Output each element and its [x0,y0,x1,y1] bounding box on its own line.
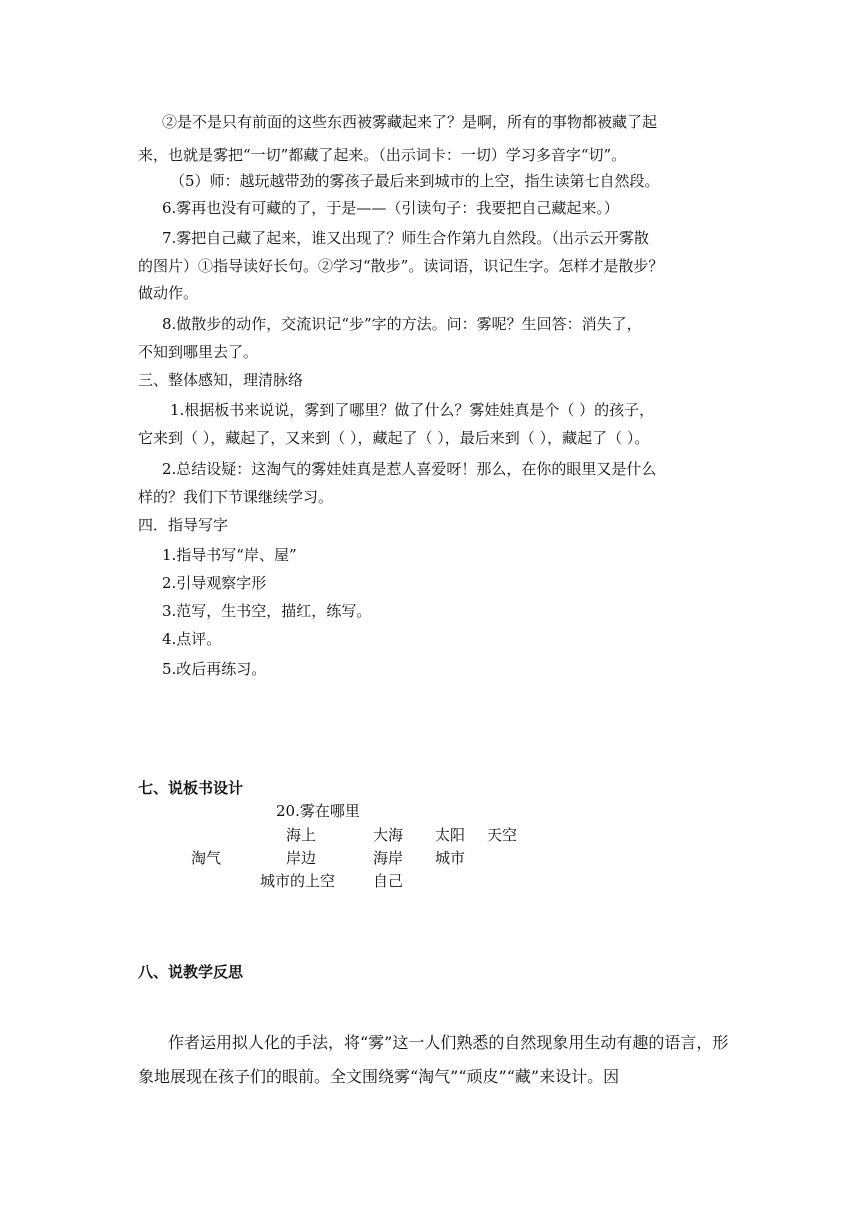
section-8-heading: 八、说教学反思 [138,963,244,981]
board-item: 自己 [373,872,404,890]
lesson-line: 2.引导观察字形 [162,574,267,592]
board-title: 20.雾在哪里 [276,802,360,820]
lesson-line: 2.总结设疑：这淘气的雾娃娃真是惹人喜爱呀！那么，在你的眼里又是什么 [162,460,657,478]
board-item: 天空 [487,826,518,844]
board-item: 淘气 [191,849,222,867]
board-item: 城市 [435,849,466,867]
board-item: 城市的上空 [260,872,336,890]
lesson-line: （5）师：越玩越带劲的雾孩子最后来到城市的上空，指生读第七自然段。 [170,172,660,190]
lesson-line: 3.范写，生书空，描红，练写。 [162,602,372,620]
board-item: 海岸 [373,849,404,867]
lesson-line: 不知到哪里去了。 [138,343,259,361]
lesson-line: 1.根据板书来说说，雾到了哪里？做了什么？雾娃娃真是个（ ）的孩子， [170,401,655,419]
lesson-line: ②是不是只有前面的这些东西被雾藏起来了？是啊，所有的事物都被藏了起 [162,113,658,131]
lesson-line: 7.雾把自己藏了起来，谁又出现了？师生合作第九自然段。（出示云开雾散 [162,229,649,247]
board-item: 大海 [373,826,404,844]
section-heading: 四．指导写字 [138,516,229,534]
lesson-line: 来，也就是雾把“一切”都藏了起来。（出示词卡：一切）学习多音字“切”。 [138,146,627,164]
board-item: 海上 [286,826,317,844]
lesson-line: 做动作。 [138,284,199,302]
board-item: 太阳 [435,826,466,844]
section-heading: 三、整体感知，理清脉络 [138,371,304,389]
lesson-line: 样的？我们下节课继续学习。 [138,488,334,506]
board-item: 岸边 [286,849,317,867]
lesson-line: 它来到（ ），藏起了，又来到（ ），藏起了（ ），最后来到（ ），藏起了（ ）。 [138,429,650,447]
lesson-line: 的图片）①指导读好长句。②学习“散步”。读词语，识记生字。怎样才是散步？ [138,257,664,275]
lesson-line: 1.指导书写“岸、屋” [162,546,297,564]
reflection-paragraph: 作者运用拟人化的手法，将“雾”这一人们熟悉的自然现象用生动有趣的语言，形象地展现在孩子们的眼前。全文围绕雾“淘气”“顽皮”“藏”来设计。因 [138,1033,729,1086]
lesson-line: 6.雾再也没有可藏的了，于是——（引读句子：我要把自己藏起来。） [162,199,619,217]
lesson-line: 8.做散步的动作，交流识记“步”字的方法。问：雾呢？生回答：消失了， [162,315,642,333]
lesson-line: 4.点评。 [162,630,222,648]
lesson-line: 5.改后再练习。 [162,660,267,678]
section-7-heading: 七、说板书设计 [138,779,244,797]
